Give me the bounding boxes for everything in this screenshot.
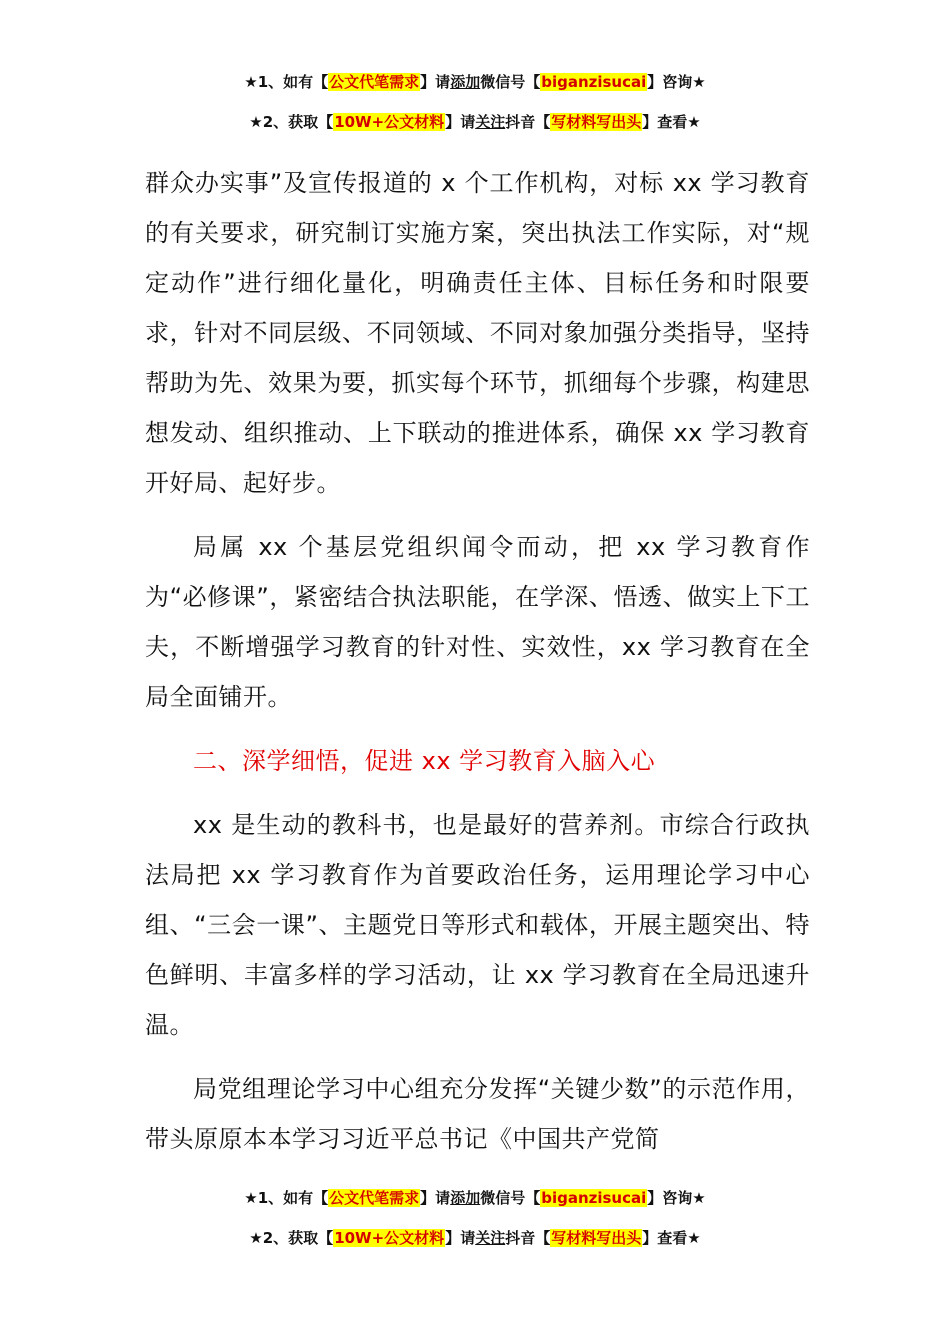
highlight-wechat-id: biganzisucai bbox=[541, 1189, 647, 1207]
header-banner-line-1 bbox=[0, 72, 950, 92]
highlight-materials: 10W+公文材料 bbox=[334, 113, 445, 131]
banner-text: ★1、如有【 bbox=[244, 73, 329, 91]
underlined-add: 添加 bbox=[450, 73, 481, 91]
banner-text: 】请 bbox=[445, 113, 476, 131]
banner-text: 】请 bbox=[420, 1189, 451, 1207]
highlight-materials: 10W+公文材料 bbox=[334, 1229, 445, 1247]
underlined-follow: 关注 bbox=[475, 1229, 506, 1247]
highlight-ghostwriting: 公文代笔需求 bbox=[329, 73, 420, 91]
banner-text: 抖音【 bbox=[505, 113, 551, 131]
paragraph-2: 局属 xx 个基层党组织闻令而动，把 xx 学习教育作为“必修课”，紧密结合执法职能，在学深、悟透、做实上下工夫，不断增强学习教育的针对性、实效性，xx 学习教育在全局全面铺开。 bbox=[145, 533, 810, 711]
banner-text: 微信号【 bbox=[480, 73, 541, 91]
banner-text: ★2、获取【 bbox=[249, 1229, 334, 1247]
banner-text: 】咨询★ bbox=[647, 73, 706, 91]
footer-banner-line-1 bbox=[0, 1188, 950, 1208]
paragraph-3: xx 是生动的教科书，也是最好的营养剂。市综合行政执法局把 xx 学习教育作为首要政治任务，运用理论学习中心组、“三会一课”、主题党日等形式和载体，开展主题突出、特色鲜明、丰富多样的学习活动，让 xx 学习教育在全局迅速升温。 bbox=[145, 811, 810, 1039]
banner-text: ★2、获取【 bbox=[249, 113, 334, 131]
banner-text: 抖音【 bbox=[505, 1229, 551, 1247]
footer-banner-line-2 bbox=[0, 1228, 950, 1248]
underlined-add: 添加 bbox=[450, 1189, 481, 1207]
banner-text: 】查看★ bbox=[642, 1229, 701, 1247]
banner-text: 】请 bbox=[420, 73, 451, 91]
header-banner-line-2 bbox=[0, 112, 950, 132]
paragraph-1: 群众办实事”及宣传报道的 x 个工作机构，对标 xx 学习教育的有关要求，研究制订实施方案，突出执法工作实际，对“规定动作”进行细化量化，明确责任主体、目标任务和时限要求，针对不同层级、不同领域、不同对象加强分类指导，坚持帮助为先、效果为要，抓实每个环节，抓细每个步骤，构建思想发动、组织推动、上下联动的推进体系，确保 xx 学习教育开好局、起好步。 bbox=[145, 169, 810, 497]
underlined-follow: 关注 bbox=[475, 113, 506, 131]
highlight-ghostwriting: 公文代笔需求 bbox=[329, 1189, 420, 1207]
highlight-douyin-account: 写材料写出头 bbox=[551, 113, 642, 131]
banner-text: ★1、如有【 bbox=[244, 1189, 329, 1207]
banner-text: 微信号【 bbox=[480, 1189, 541, 1207]
paragraph-4: 局党组理论学习中心组充分发挥“关键少数”的示范作用，带头原原本本学习习近平总书记《中国共产党简 bbox=[145, 1075, 810, 1153]
highlight-douyin-account: 写材料写出头 bbox=[551, 1229, 642, 1247]
banner-text: 】请 bbox=[445, 1229, 476, 1247]
document-body bbox=[145, 158, 810, 1164]
highlight-wechat-id: biganzisucai bbox=[541, 73, 647, 91]
banner-text: 】咨询★ bbox=[647, 1189, 706, 1207]
section-heading-2: 二、深学细悟，促进 xx 学习教育入脑入心 bbox=[193, 747, 656, 775]
banner-text: 】查看★ bbox=[642, 113, 701, 131]
